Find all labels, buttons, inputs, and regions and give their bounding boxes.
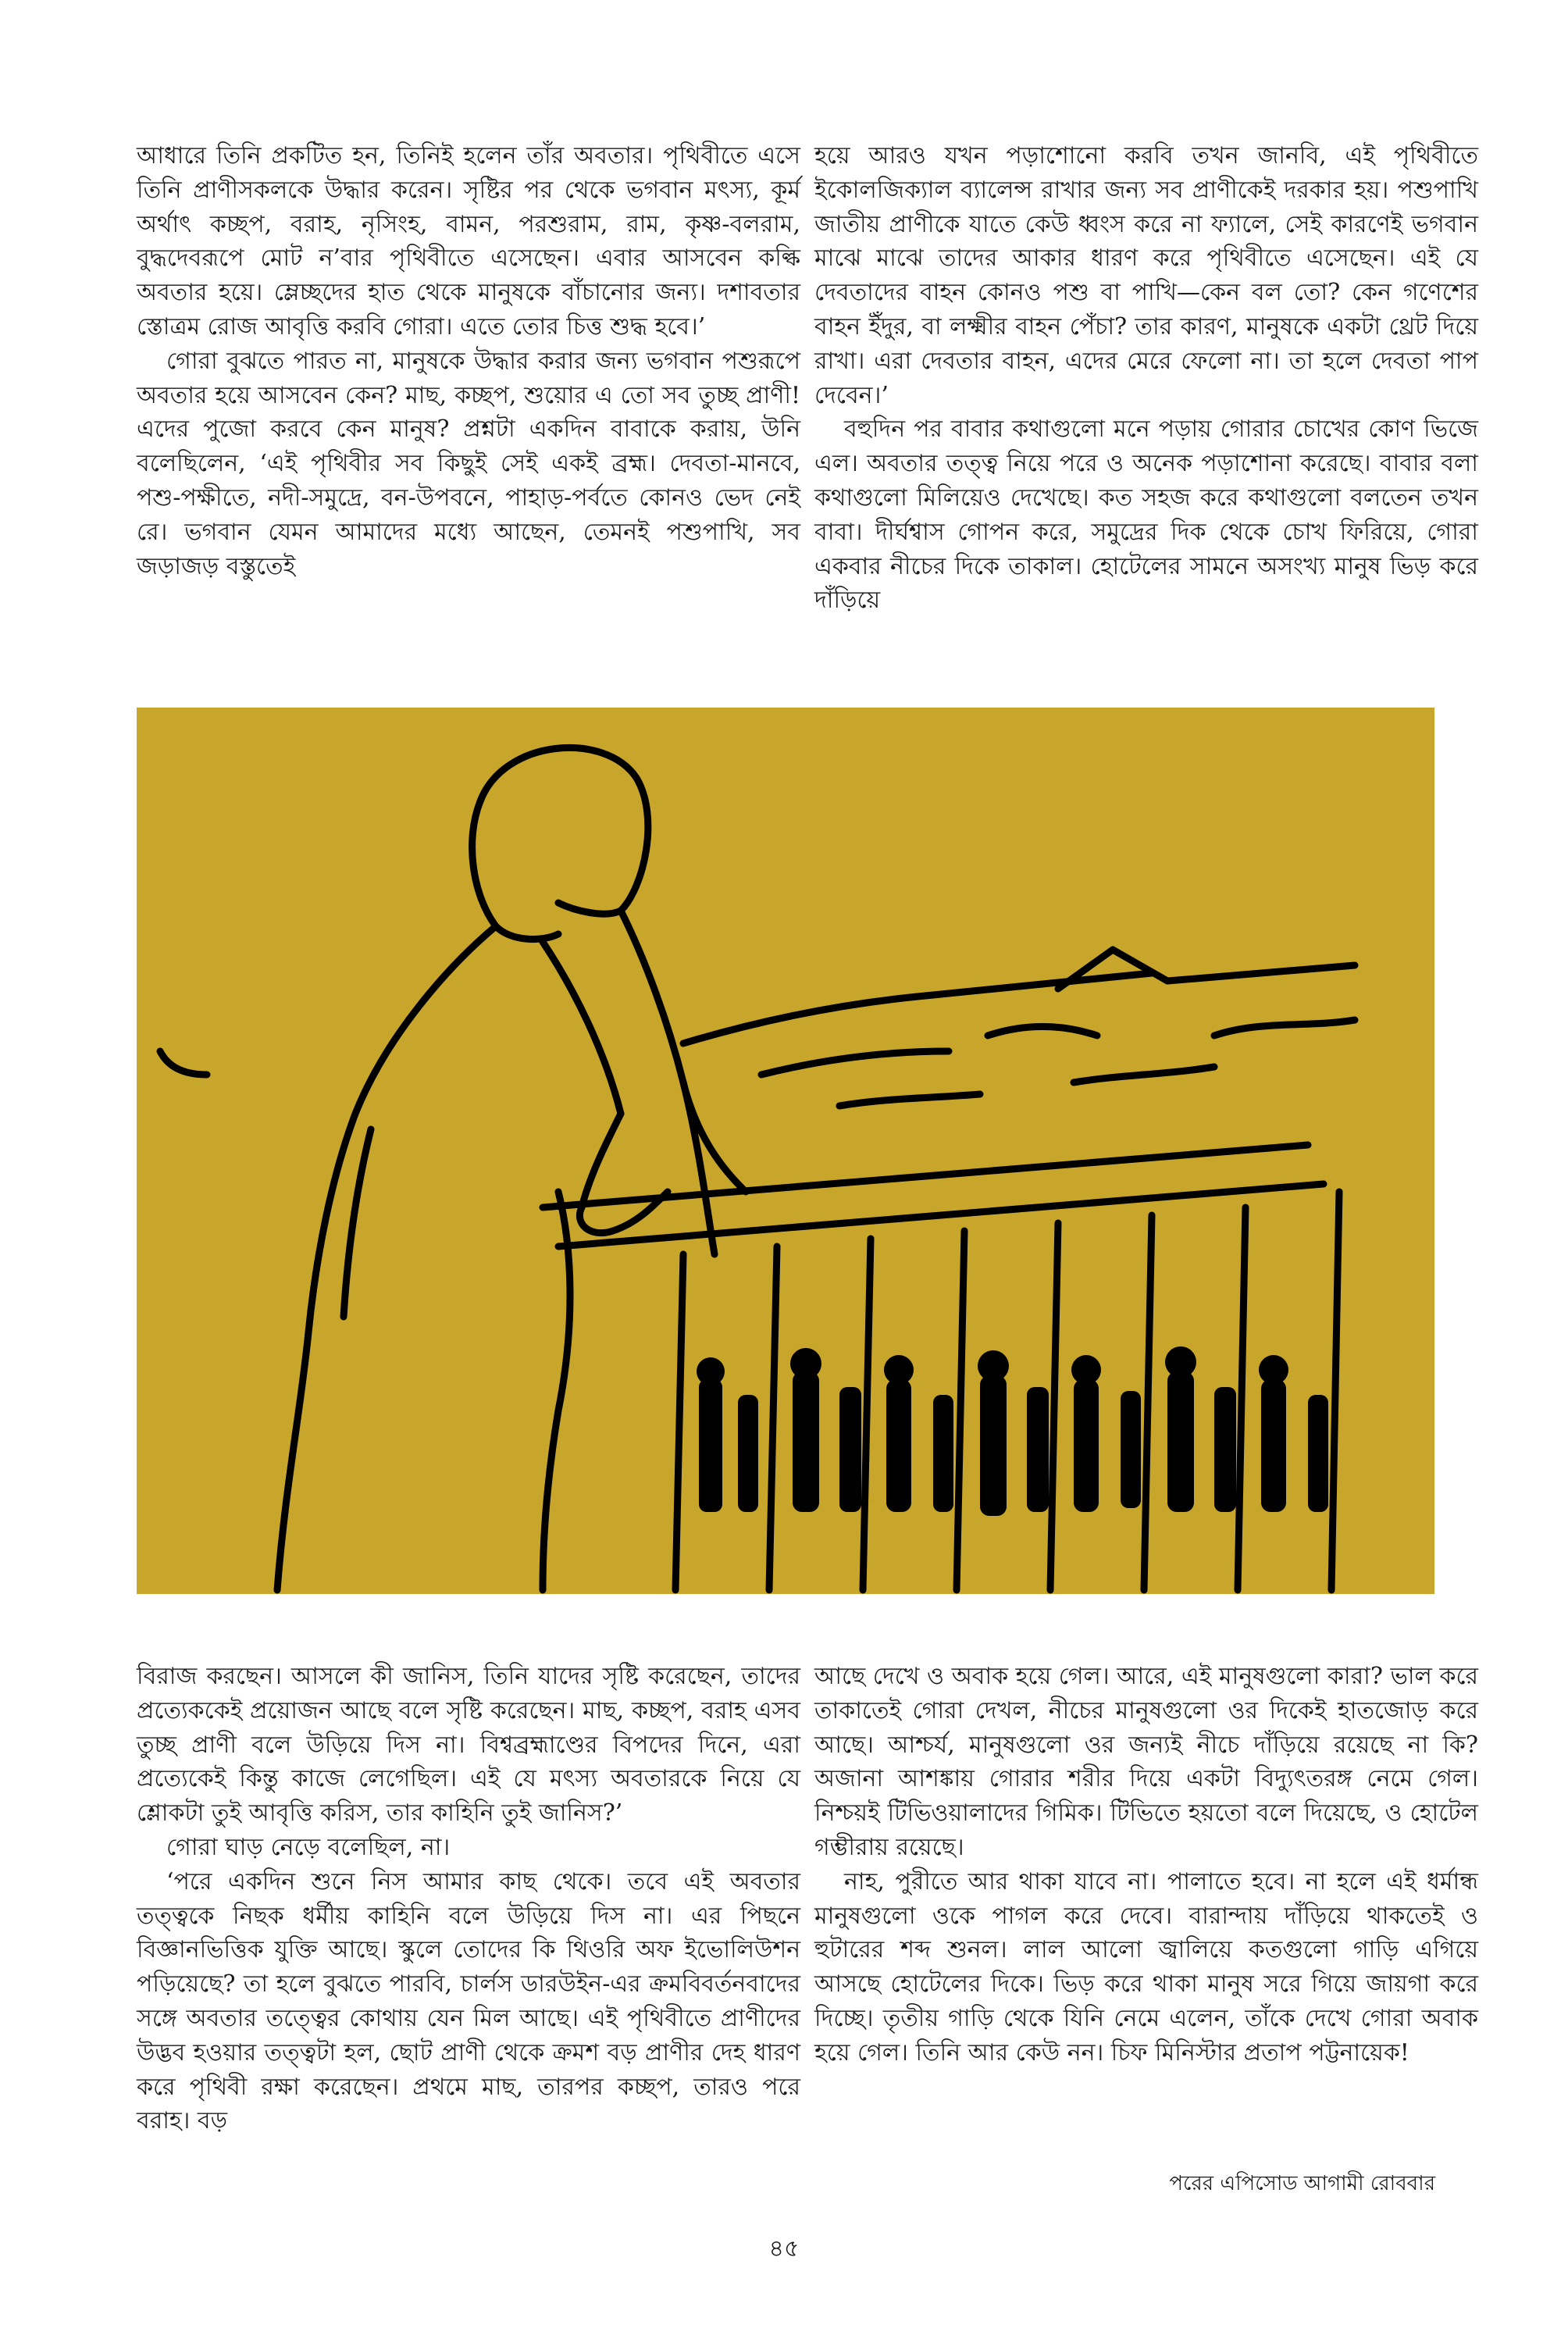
paragraph: আধারে তিনি প্রকটিত হন, তিনিই হলেন তাঁর অবতার। পৃথিবীতে এসে তিনি প্রাণীসকলকে উদ্ধার করেন। সৃষ্টির পর থেকে ভগবান মৎস্য, কূর্ম অর্থাৎ কচ্ছপ, বরাহ, নৃসিংহ, বামন, পরশুরাম, রাম, কৃষ্ণ-বলরাম, বুদ্ধদেবরূপে মোট ন’বার পৃথিবীতে এসেছেন। এবার আসবেন কল্কি অবতার হয়ে। ম্লেচ্ছদের হাত থেকে মানুষকে বাঁচানোর জন্য। দশাবতার স্তোত্রম রোজ আবৃত্তি করবি গোরা। এতে তোর চিত্ত শুদ্ধ হবে।’ [137,142,800,341]
paragraph: বহুদিন পর বাবার কথাগুলো মনে পড়ায় গোরার চোখের কোণ ভিজে এল। অবতার তত্ত্ব নিয়ে পরে ও অনেক পড়াশোনা করেছে। বাবার বলা কথাগুলো মিলিয়েও দেখেছে। কত সহজ করে কথাগুলো বলতেন তখন বাবা। দীর্ঘশ্বাস গোপন করে, সমুদ্রের দিক থেকে চোখ ফিরিয়ে, গোরা একবার নীচের দিকে তাকাল। হোটেলের সামনে অসংখ্য মানুষ ভিড় করে দাঁড়িয়ে [814,415,1478,615]
story-illustration [137,708,1434,1594]
paragraph: গোরা ঘাড় নেড়ে বলেছিল, না। [166,1833,451,1861]
paragraph: হয়ে আরও যখন পড়াশোনো করবি তখন জানবি, এই পৃথিবীতে ইকোলজিক্যাল ব্যালেন্স রাখার জন্য সব প্রাণীকেই দরকার হয়। পশুপাখি জাতীয় প্রাণীকে যাতে কেউ ধ্বংস করে না ফ্যালে, সেই কারণেই ভগবান মাঝে মাঝে তাদের আকার ধারণ করে পৃথিবীতে এসেছেন। এই যে দেবতাদের বাহন কোনও পশু বা পাখি—কেন বল তো? কেন গণেশের বাহন ইঁদুর, বা লক্ষ্মীর বাহন পেঁচা? তার কারণ, মানুষকে একটা থ্রেট দিয়ে রাখা। এরা দেবতার বাহন, এদের মেরে ফেলো না। তা হলে দেবতা পাপ দেবেন।’ [814,142,1478,409]
paragraph: ‘পরে একদিন শুনে নিস আমার কাছ থেকে। তবে এই অবতার তত্ত্বকে নিছক ধর্মীয় কাহিনি বলে উড়িয়ে দিস না। এর পিছনে বিজ্ঞানভিত্তিক যুক্তি আছে। স্কুলে তোদের কি থিওরি অফ ইভোলিউশন পড়িয়েছে? তা হলে বুঝতে পারবি, চার্লস ডারউইন-এর ক্রমবিবর্তনবাদের সঙ্গে অবতার তত্ত্বের কোথায় যেন মিল আছে। এই পৃথিবীতে প্রাণীদের উদ্ভব হওয়ার তত্ত্বটা হল, ছোট প্রাণী থেকে ক্রমশ বড় প্রাণীর দেহ ধারণ করে পৃথিবী রক্ষা করেছেন। প্রথমে মাছ, তারপর কচ্ছপ, তারও পরে বরাহ। বড় [137,1867,800,2135]
paragraph: বিরাজ করছেন। আসলে কী জানিস, তিনি যাদের সৃষ্টি করেছেন, তাদের প্রত্যেককেই প্রয়োজন আছে বলে সৃষ্টি করেছেন। মাছ, কচ্ছপ, বরাহ এসব তুচ্ছ প্রাণী বলে উড়িয়ে দিস না। বিশ্বব্রহ্মাণ্ডের বিপদের দিনে, এরা প্রত্যেকেই কিন্তু কাজে লেগেছিল। এই যে মৎস্য অবতারকে নিয়ে যে শ্লোকটা তুই আবৃত্তি করিস, তার কাহিনি তুই জানিস?’ [137,1663,800,1828]
balcony-crowd-drawing [137,708,1434,1594]
article-column-bottom-right [814,1660,1478,2070]
article-column-top-right [814,139,1478,618]
paragraph: নাহ, পুরীতে আর থাকা যাবে না। পালাতে হবে। না হলে এই ধর্মান্ধ মানুষগুলো ওকে পাগল করে দেবে। বারান্দায় দাঁড়িয়ে থাকতেই ও হুটারের শব্দ শুনল। লাল আলো জ্বালিয়ে কতগুলো গাড়ি এগিয়ে আসছে হোটেলের দিকে। ভিড় করে থাকা মানুষ সরে গিয়ে জায়গা করে দিচ্ছে। তৃতীয় গাড়ি থেকে যিনি নেমে এলেন, তাঁকে দেখে গোরা অবাক হয়ে গেল। তিনি আর কেউ নন। চিফ মিনিস্টার প্রতাপ পট্টনায়েক! [814,1867,1478,2067]
page-number: ৪৫ [768,2235,800,2263]
article-column-bottom-left [137,1660,800,2138]
paragraph: গোরা বুঝতে পারত না, মানুষকে উদ্ধার করার জন্য ভগবান পশুরূপে অবতার হয়ে আসবেন কেন? মাছ, কচ্ছপ, শুয়োর এ তো সব তুচ্ছ প্রাণী! এদের পুজো করবে কেন মানুষ? প্রশ্নটা একদিন বাবাকে করায়, উনি বলেছিলেন, ‘এই পৃথিবীর সব কিছুই সেই একই ব্রহ্ম। দেবতা-মানবে, পশু-পক্ষীতে, নদী-সমুদ্রে, বন-উপবনে, পাহাড়-পর্বতে কোনও ভেদ নেই রে। ভগবান যেমন আমাদের মধ্যে আছেন, তেমনই পশুপাখি, সব জড়াজড় বস্তুতেই [137,347,800,580]
paragraph: আছে দেখে ও অবাক হয়ে গেল। আরে, এই মানুষগুলো কারা? ভাল করে তাকাতেই গোরা দেখল, নীচের মানুষগুলো ওর দিকেই হাতজোড় করে আছে। আশ্চর্য, মানুষগুলো ওর জন্যই নীচে দাঁড়িয়ে রয়েছে না কি? অজানা আশঙ্কায় গোরার শরীর দিয়ে একটা বিদ্যুৎতরঙ্গ নেমে গেল। নিশ্চয়ই টিভিওয়ালাদের গিমিক। টিভিতে হয়তো বলে দিয়েছে, ও হোটেল গম্ভীরায় রয়েছে। [814,1663,1478,1861]
next-episode-note: পরের এপিসোড আগামী রোববার [1169,2172,1435,2195]
article-column-top-left [137,139,800,583]
